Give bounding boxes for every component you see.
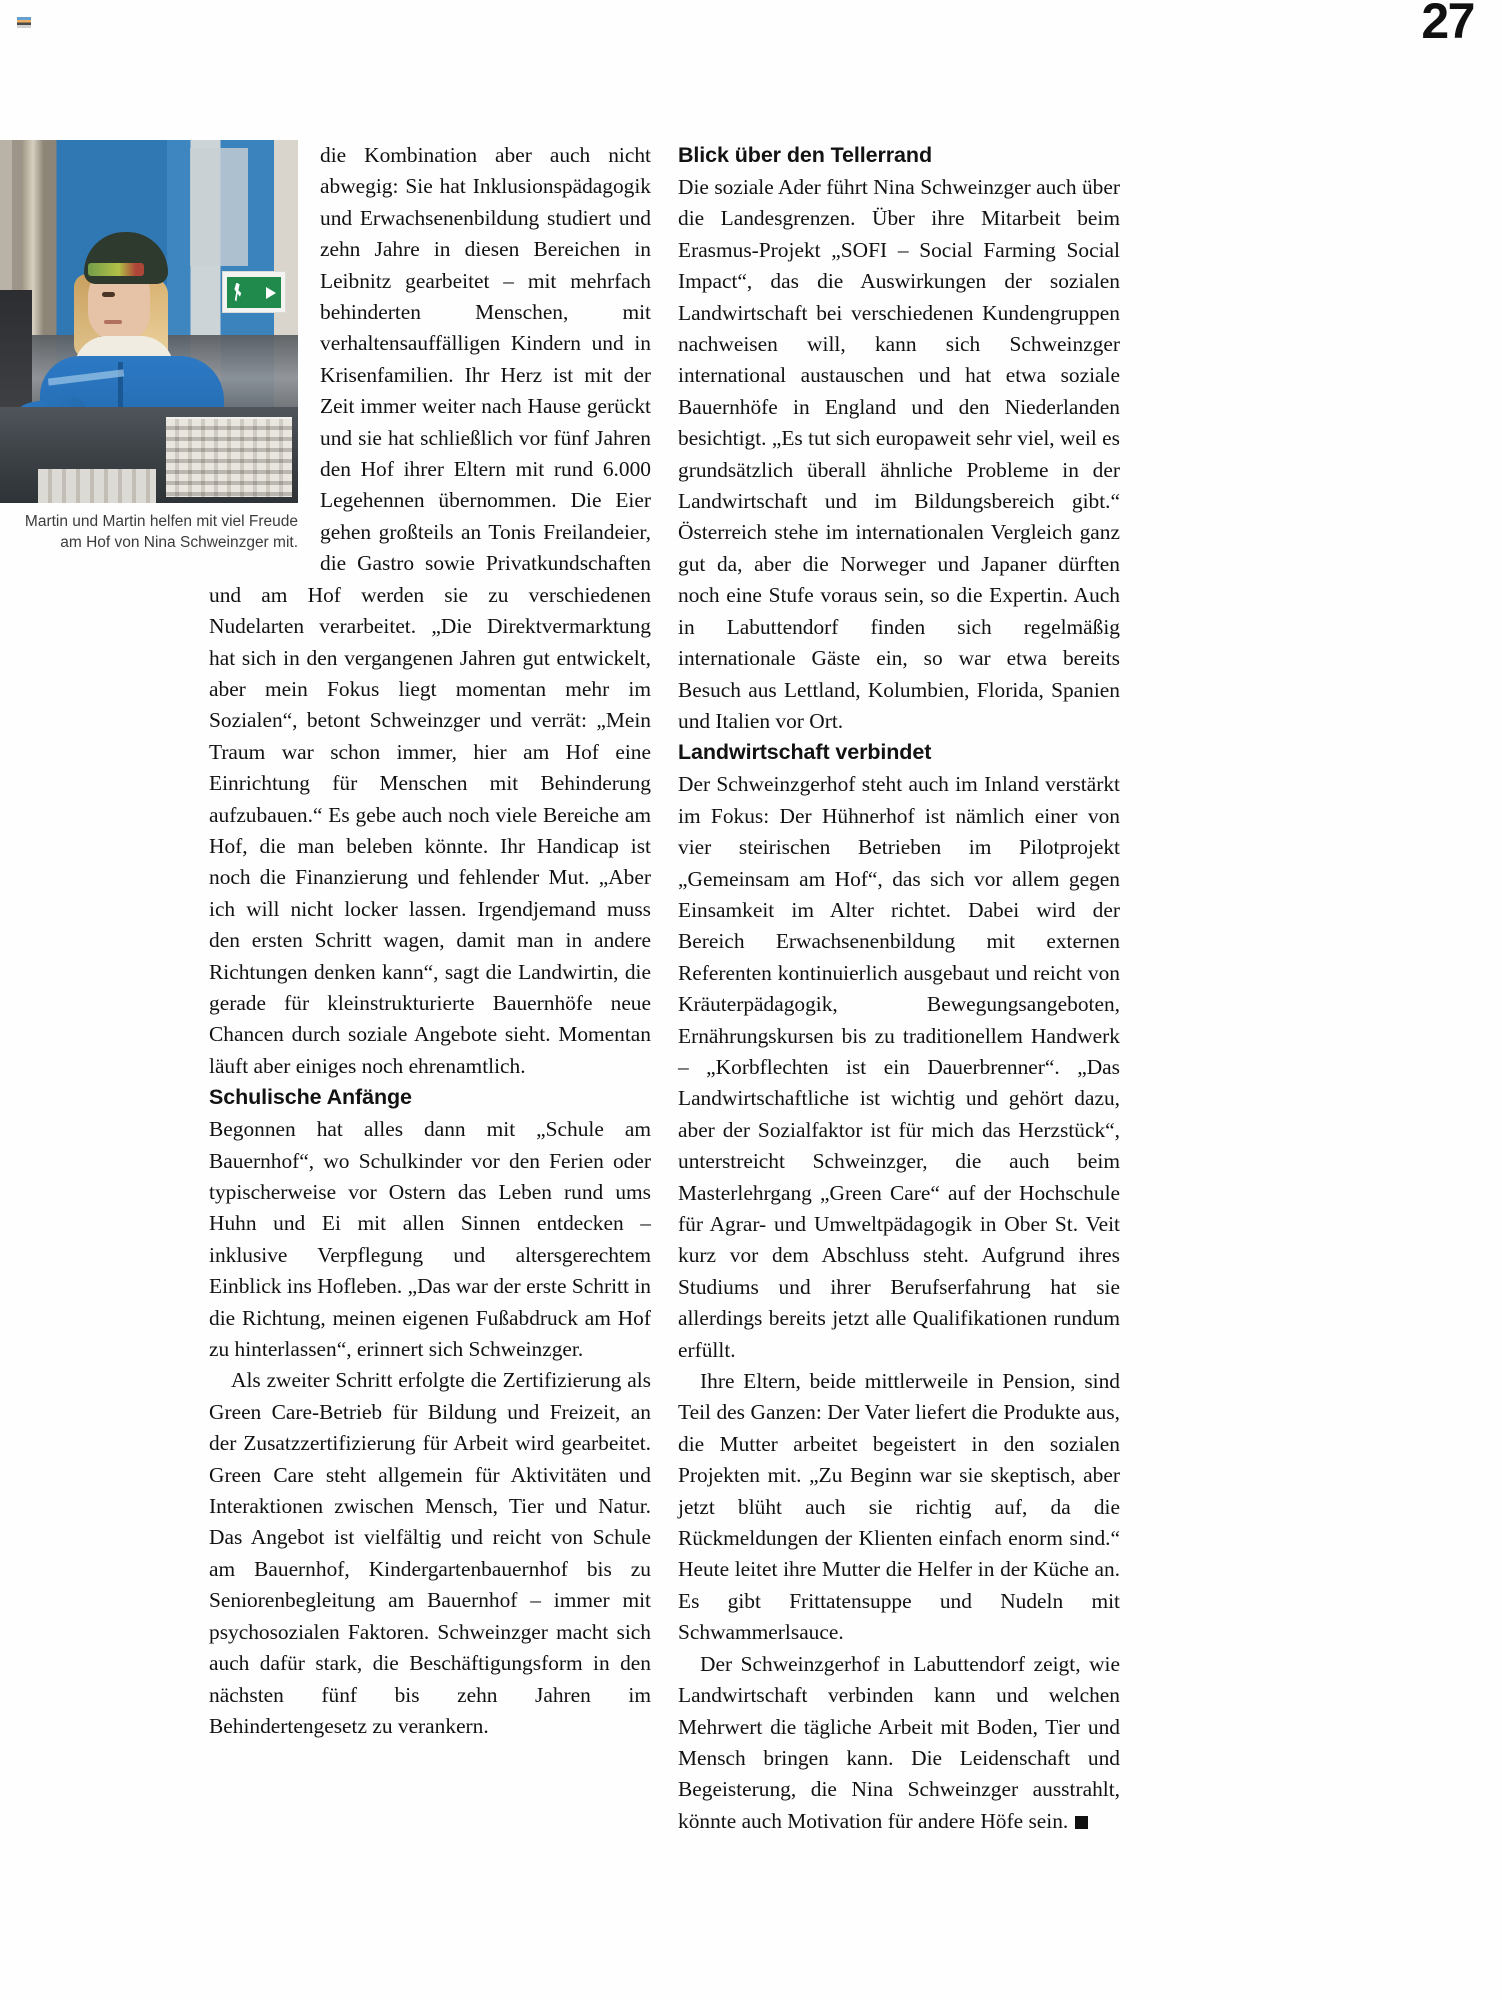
color-registration-marker-icon [17, 17, 31, 28]
nina-schweinzger-egg-sorting-photo [0, 140, 298, 503]
right-section-two-paragraph-3 [678, 1649, 1120, 1837]
left-section-paragraph-2: Als zweiter Schritt erfolgte die Zertifizierung als Green Care-Betrieb für Bildung und Freizeit, an der Zusatzzertifizierung für Arbeit wird gearbeitet. Green Care steht allgemein für Aktivitäten und Interaktionen zwischen Mensch, Tier und Natur. Das Angebot ist vielfältig und reicht von Schule am Bauernhof, Kindergartenbauernhof bis zu Seniorenbegleitung am Bauernhof – immer mit psychosozialen Faktoren. Schweinzger macht sich auch dafür stark, die Beschäftigungsform in den nächsten fünf bis zehn Jahren im Behindertengesetz zu verankern. [209, 1368, 651, 1738]
section-heading-schulische-anfaenge: Schulische Anfänge [209, 1085, 412, 1110]
right-column [678, 140, 1120, 1837]
page-number: 27 [1421, 0, 1474, 49]
section-heading-landwirtschaft-verbindet: Landwirtschaft verbindet [678, 740, 932, 765]
photo-caption: Martin und Martin helfen mit viel Freude am Hof von Nina Schweinzger mit. [24, 513, 298, 551]
right-section-two-paragraph-2: Ihre Eltern, beide mittlerweile in Pension, sind Teil des Ganzen: Der Vater liefert die Produkte aus, die Mutter arbeitet begeistert in den sozialen Projekten mit. „Zu Beginn war sie skeptisch, aber jetzt blüht auch sie richtig auf, da die Rückmeldungen der Klienten einfach enorm sind.“ Heute leitet ihre Mutter die Helfer in der Küche an. Es gibt Frittatensuppe und Nudeln mit Schwammerlsauce. [678, 1369, 1120, 1645]
article-end-mark-icon [1075, 1816, 1088, 1829]
left-section-paragraph-1: Begonnen hat alles dann mit „Schule am Bauernhof“, wo Schulkinder vor den Ferien oder typischerweise vor Ostern das Leben rund ums Huhn und Ei mit allen Sinnen entdecken – inklusive Verpflegung und altersgerechtem Einblick ins Hofleben. „Das war der erste Schritt in die Richtung, meinen eigenen Fußabdruck am Hof zu hinterlassen“, erinnert sich Schweinzger. [209, 1117, 651, 1362]
photo-egg-tray-right [166, 417, 292, 497]
left-paragraph-1: die Kombination aber auch nicht abwegig: Sie hat Inklusionspädagogik und Erwachsenenbildung studiert und zehn Jahre in diesen Bereichen in Leibnitz gearbeitet – mit mehrfach behinderten Menschen, mit verhaltensauffälligen Kindern und in Krisenfamilien. Ihr Herz ist mit der Zeit immer weiter nach Hause gerückt und sie hat schließlich vor fünf Jahren den Hof ihrer Eltern mit rund 6.000 Legehennen übernommen. Die Eier gehen großteils an Tonis Freilandeier, die Gastro sowie Privatkundschaften und am Hof werden sie zu verschiedenen Nudelarten verarbeitet. „Die Direktvermarktung hat sich in den vergangenen Jahren gut entwickelt, aber mein Fokus liegt momentan mehr im Sozialen“, betont Schweinzger und verrät: „Mein Traum war schon immer, hier am Hof eine Einrichtung für Menschen mit Behinderung aufzubauen.“ Es gebe auch noch viele Bereiche am Hof, die man beleben könnte. Ihr Handicap ist noch die Finanzierung und fehlender Mut. „Aber ich will nicht locker lassen. Irgendjemand muss den ersten Schritt wagen, damit man in andere Richtungen denken kann“, sagt die Landwirtin, die gerade für kleinstrukturierte Bauernhöfe neue Chancen durch soziale Angebote sieht. Momentan läuft aber einiges noch ehrenamtlich. [209, 143, 651, 1078]
right-section-two-paragraph-3-text: Der Schweinzgerhof in Labuttendorf zeigt, wie Landwirtschaft verbinden kann und welchen Mehrwert die tägliche Arbeit mit Boden, Tier und Mensch bringen kann. Die Leidenschaft und Begeisterung, die Nina Schweinzger ausstrahlt, könnte auch Motivation für andere Höfe sein. [678, 1651, 1120, 1833]
section-heading-blick-ueber-den-tellerrand: Blick über den Tellerrand [678, 143, 932, 167]
photo-green-beanie [84, 232, 168, 284]
right-section-two-paragraph-1: Der Schweinzgerhof steht auch im Inland verstärkt im Fokus: Der Hühnerhof ist nämlich einer von vier steirischen Betrieben im Pilotprojekt „Gemeinsam am Hof“, das sich vor allem gegen Einsamkeit im Alter richtet. Dabei wird der Bereich Erwachsenenbildung mit externen Referenten kontinuierlich ausgebaut und reicht von Kräuterpädagogik, Bewegungsangeboten, Ernährungskursen bis zu traditionellem Handwerk – „Korbflechten ist ein Dauerbrenner“. „Das Landwirtschaftliche ist wichtig und gehört dazu, aber der Sozialfaktor ist für mich das Herzstück“, unterstreicht Schweinzger, die auch beim Masterlehrgang „Green Care“ auf der Hochschule für Agrar- und Umweltpädagogik in Ober St. Veit kurz vor dem Abschluss steht. Aufgrund ihres Studiums und ihrer Berufserfahrung hat sie allerdings bereits jetzt alle Qualifikationen rundum erfüllt. [678, 772, 1120, 1362]
right-section-one-paragraph-1: Die soziale Ader führt Nina Schweinzger auch über die Landesgrenzen. Über ihre Mitarbeit beim Erasmus-Projekt „SOFI – Social Farming Social Impact“, das die Auswirkungen der sozialen Landwirtschaft bei verschiedenen Kundengruppen nachweisen will, kann sich Schweinzger international austauschen und hat etwa soziale Bauernhöfe in England und den Niederlanden besichtigt. „Es tut sich europaweit sehr viel, weil es grundsätzlich überall ähnliche Probleme in der Landwirtschaft und im Bildungsbereich gibt.“ Österreich stehe im internationalen Vergleich ganz gut da, aber die Norweger und Japaner dürften noch eine Stufe voraus sein, so die Expertin. Auch in Labuttendorf finden sich regelmäßig internationale Gäste ein, so war etwa bereits Besuch aus Lettland, Kolumbien, Florida, Spanien und Italien vor Ort. [678, 175, 1120, 733]
left-column [24, 140, 651, 1742]
photo-egg-tray-left [38, 469, 156, 503]
article-photo-figure [0, 140, 298, 553]
